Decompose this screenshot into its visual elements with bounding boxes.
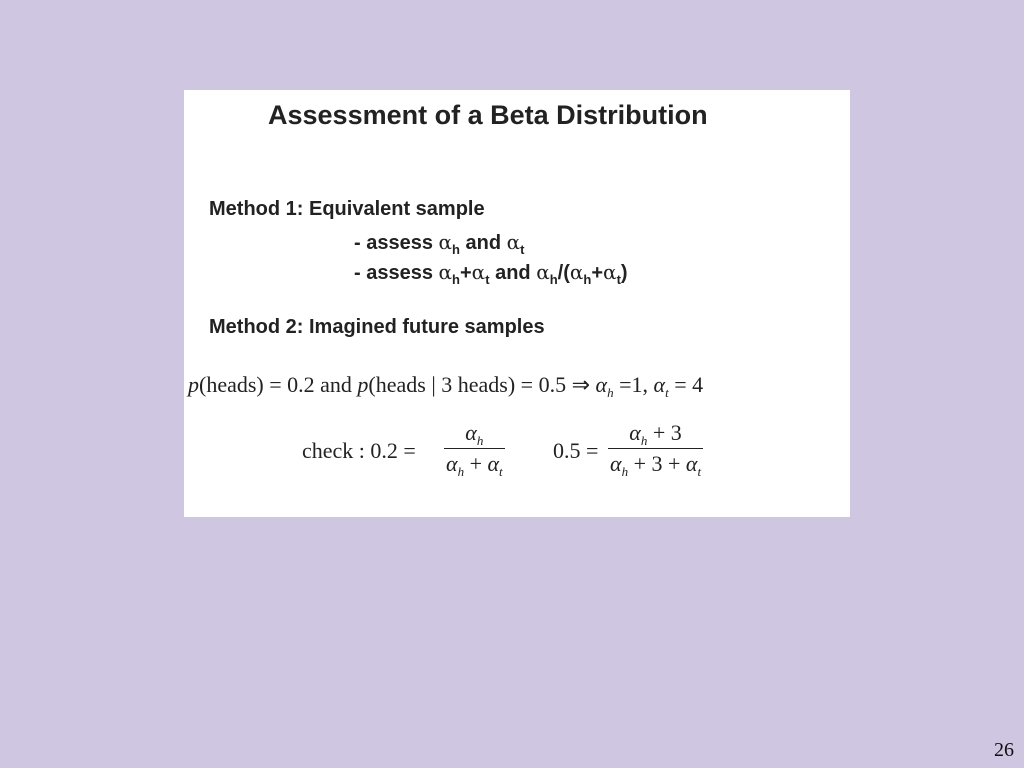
page-number: 26 bbox=[994, 739, 1014, 761]
method1-bullet-1: - assess $\alpha_h$ and $\alpha_t$ bbox=[354, 230, 525, 257]
method1-heading: Method 1: Equivalent sample bbox=[209, 198, 485, 220]
alpha-symbol: α bbox=[438, 230, 453, 254]
check-label-2: 0.5 = bbox=[553, 438, 599, 463]
alpha-symbol: α bbox=[506, 230, 521, 254]
slide-content-box bbox=[184, 90, 850, 517]
slide-title: Assessment of a Beta Distribution bbox=[268, 100, 708, 130]
method2-heading: Method 2: Imagined future samples bbox=[209, 316, 545, 338]
check-fraction-2: $\alpha_h + 3$ $\alpha_h + 3 + \alpha_t$ bbox=[610, 420, 702, 479]
method1-bullet-2: - assess $\alpha_h+\alpha_t$ and $\alpha_h/(\alpha_h+\alpha_t)$ bbox=[354, 260, 628, 287]
prior-equation: p(heads) = 0.2 and p(heads | 3 heads) = 0.5 ⇒ $\alpha_h =1$, $\alpha_t = 4$ bbox=[188, 372, 704, 400]
check-fraction-1: $\alpha_h$ $\alpha_h + \alpha_t$ bbox=[446, 420, 503, 479]
check-label: check : 0.2 = bbox=[302, 438, 416, 463]
